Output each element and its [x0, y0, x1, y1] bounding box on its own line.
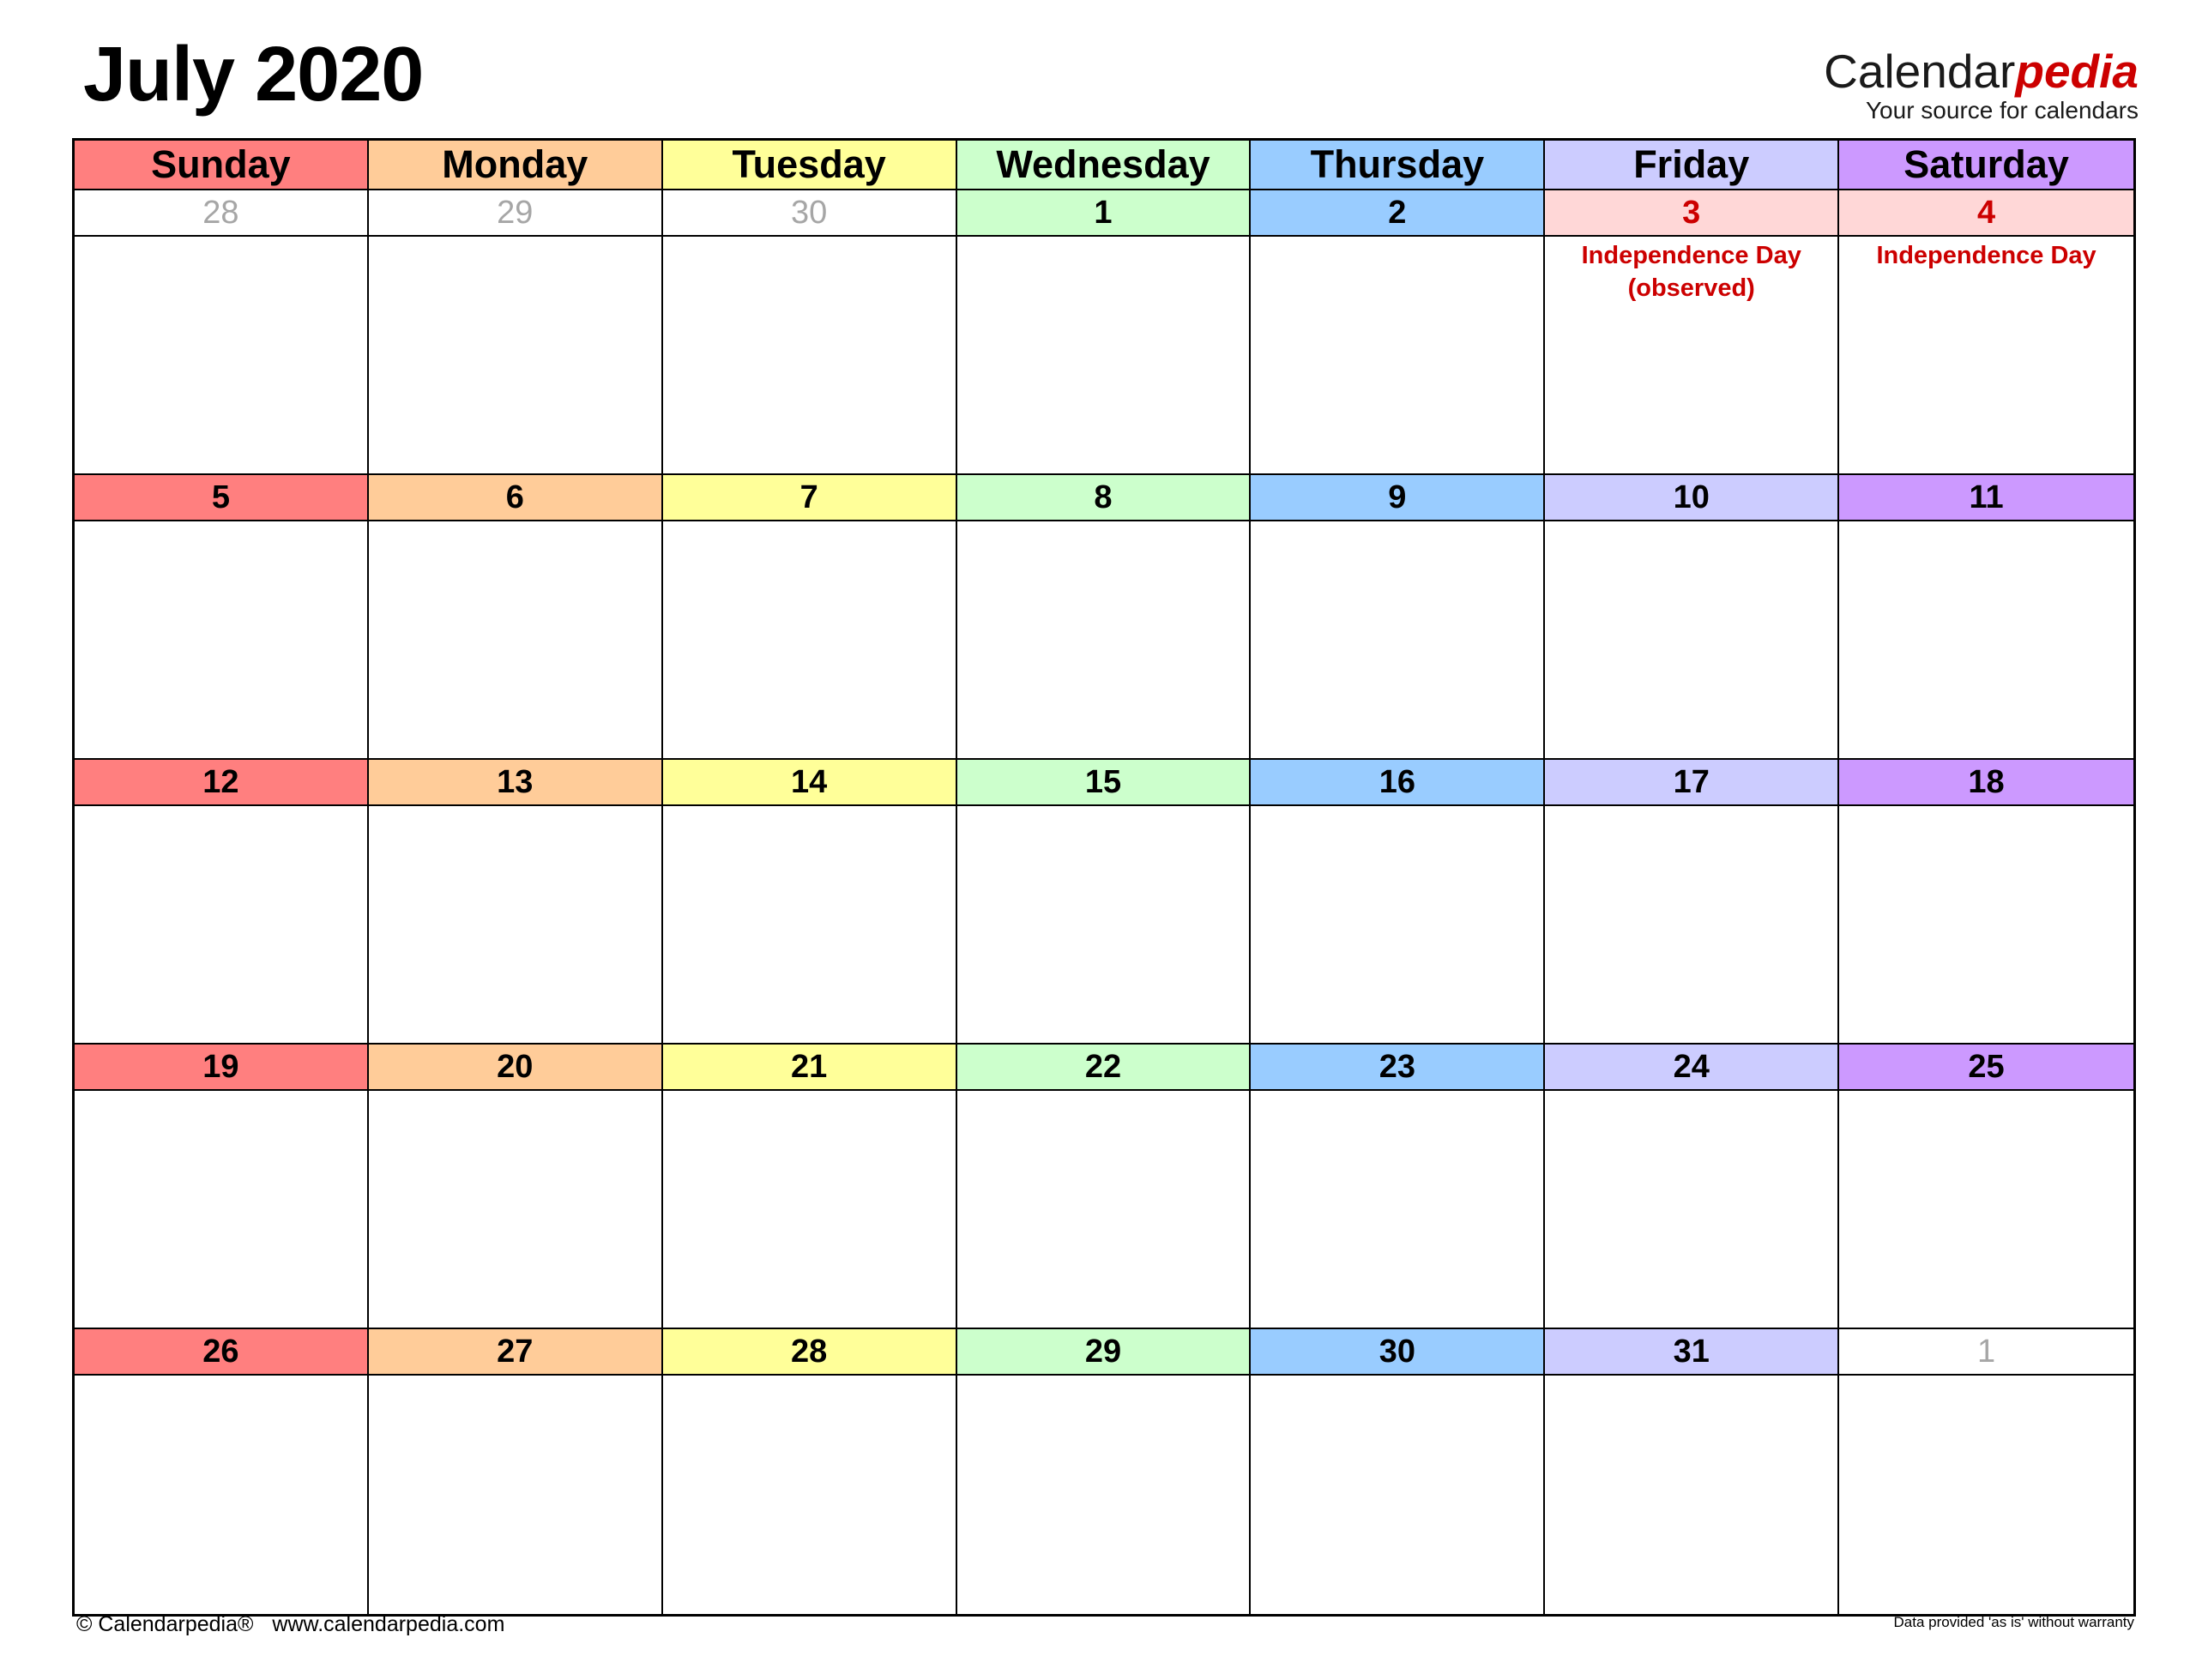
weekday-header-saturday: Saturday	[1839, 141, 2133, 189]
day-number: 15	[957, 760, 1252, 804]
day-cell	[957, 237, 1252, 473]
day-cell	[75, 521, 369, 758]
day-number: 9	[1251, 475, 1545, 520]
day-number: 14	[663, 760, 957, 804]
day-cell	[75, 1376, 369, 1614]
day-cell	[369, 1376, 663, 1614]
weekday-header-tuesday: Tuesday	[663, 141, 957, 189]
day-number: 27	[369, 1329, 663, 1374]
day-number: 29	[957, 1329, 1252, 1374]
footer-disclaimer: Data provided 'as is' without warranty	[1893, 1614, 2134, 1630]
day-number: 21	[663, 1045, 957, 1089]
calendar-week-row	[75, 1045, 2133, 1329]
day-number: 7	[663, 475, 957, 520]
day-number: 22	[957, 1045, 1252, 1089]
day-number: 20	[369, 1045, 663, 1089]
day-cell	[663, 521, 957, 758]
week-date-strip	[75, 190, 2133, 237]
day-number: 1	[1839, 1329, 2133, 1374]
day-cell	[957, 521, 1252, 758]
day-cell	[1839, 237, 2133, 473]
brand-tagline: Your source for calendars	[1865, 97, 2139, 123]
day-number: 23	[1251, 1045, 1545, 1089]
day-cell	[75, 1091, 369, 1328]
day-cell	[957, 1091, 1252, 1328]
calendar-week-row	[75, 1329, 2133, 1614]
day-number: 10	[1545, 475, 1839, 520]
day-cell	[75, 806, 369, 1043]
day-cell	[1839, 521, 2133, 758]
day-number: 5	[75, 475, 369, 520]
footer-copyright: © Calendarpedia®	[76, 1612, 254, 1636]
day-cell	[369, 237, 663, 473]
day-cell	[663, 1376, 957, 1614]
week-body	[75, 237, 2133, 473]
day-cell	[75, 237, 369, 473]
day-cell	[1251, 1376, 1545, 1614]
weekday-header-sunday: Sunday	[75, 141, 369, 189]
week-body	[75, 1376, 2133, 1614]
calendar-grid	[72, 138, 2136, 1617]
brand-name-part1: Calendar	[1824, 45, 2016, 98]
day-cell	[1545, 1376, 1839, 1614]
weekday-header-friday: Friday	[1545, 141, 1839, 189]
day-number: 13	[369, 760, 663, 804]
week-body	[75, 1091, 2133, 1328]
day-number: 29	[369, 190, 663, 235]
brand-logo	[1824, 45, 2139, 123]
day-cell	[1545, 1091, 1839, 1328]
week-body	[75, 521, 2133, 758]
week-date-strip	[75, 475, 2133, 521]
day-number: 30	[1251, 1329, 1545, 1374]
day-cell	[1251, 237, 1545, 473]
day-number: 28	[663, 1329, 957, 1374]
footer-left	[76, 1612, 504, 1637]
day-cell	[369, 806, 663, 1043]
weekday-header-thursday: Thursday	[1251, 141, 1545, 189]
weekday-header-wednesday: Wednesday	[957, 141, 1252, 189]
day-number: 30	[663, 190, 957, 235]
day-cell	[1545, 237, 1839, 473]
day-cell	[1839, 1376, 2133, 1614]
day-number: 8	[957, 475, 1252, 520]
day-cell	[663, 806, 957, 1043]
holiday-label: Independence Day	[1876, 242, 2096, 269]
week-body	[75, 806, 2133, 1043]
day-number: 1	[957, 190, 1252, 235]
day-number: 17	[1545, 760, 1839, 804]
day-cell	[1839, 1091, 2133, 1328]
weekday-header-monday: Monday	[369, 141, 663, 189]
week-date-strip	[75, 760, 2133, 806]
weekday-header-row	[75, 141, 2133, 190]
page-title: July 2020	[83, 32, 424, 117]
day-cell	[957, 806, 1252, 1043]
day-number: 26	[75, 1329, 369, 1374]
day-cell	[663, 1091, 957, 1328]
footer-url: www.calendarpedia.com	[272, 1612, 505, 1636]
day-number: 28	[75, 190, 369, 235]
day-cell	[1545, 521, 1839, 758]
day-cell	[1839, 806, 2133, 1043]
brand-name	[1824, 45, 2139, 98]
calendar-week-row	[75, 475, 2133, 760]
holiday-label: Independence Day (observed)	[1581, 242, 1801, 302]
day-cell	[369, 1091, 663, 1328]
day-cell	[663, 237, 957, 473]
calendar-week-row	[75, 190, 2133, 475]
day-number: 11	[1839, 475, 2133, 520]
week-date-strip	[75, 1045, 2133, 1091]
day-cell	[1251, 806, 1545, 1043]
day-cell	[1251, 521, 1545, 758]
day-number: 24	[1545, 1045, 1839, 1089]
day-number: 31	[1545, 1329, 1839, 1374]
day-number: 19	[75, 1045, 369, 1089]
week-date-strip	[75, 1329, 2133, 1376]
day-number: 4	[1839, 190, 2133, 235]
calendar-weeks	[75, 190, 2133, 1614]
day-number: 3	[1545, 190, 1839, 235]
day-number: 16	[1251, 760, 1545, 804]
day-cell	[957, 1376, 1252, 1614]
day-number: 18	[1839, 760, 2133, 804]
day-number: 2	[1251, 190, 1545, 235]
day-number: 25	[1839, 1045, 2133, 1089]
day-number: 12	[75, 760, 369, 804]
day-number: 6	[369, 475, 663, 520]
day-cell	[1545, 806, 1839, 1043]
brand-name-part2: pedia	[2015, 45, 2139, 98]
day-cell	[1251, 1091, 1545, 1328]
calendar-week-row	[75, 760, 2133, 1045]
day-cell	[369, 521, 663, 758]
